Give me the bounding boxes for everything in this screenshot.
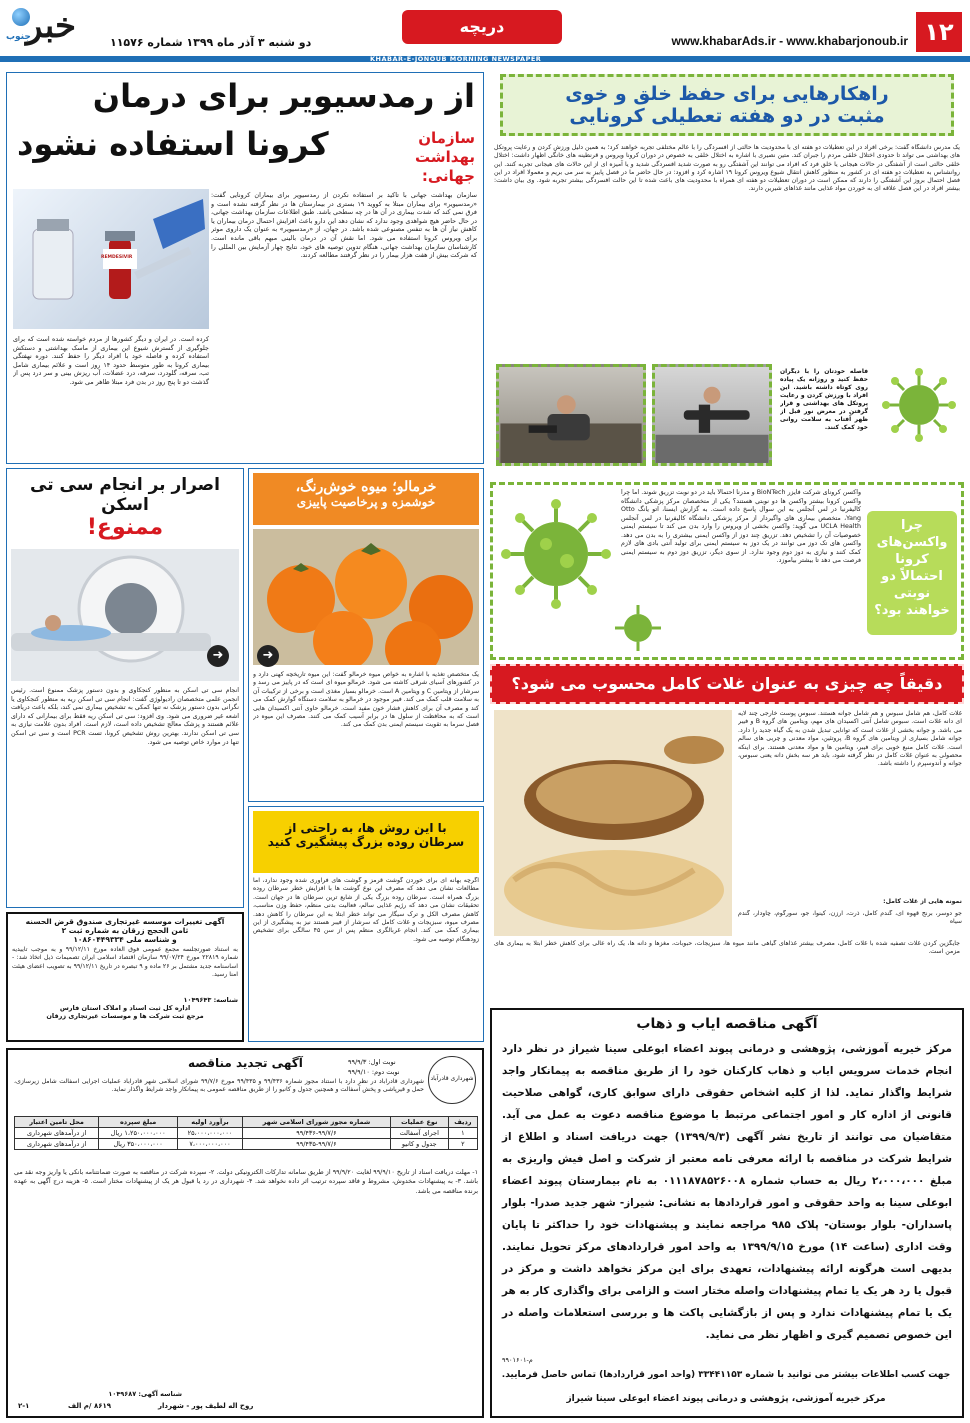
page-number: ۱۲ <box>924 18 954 46</box>
latin-name: KHABAR-E-JONOUB MORNING NEWSPAPER <box>370 55 542 63</box>
tender-title: آگهی تجدید مناقصه <box>188 1056 303 1070</box>
table-cell: ۲۵،۰۰۰،۰۰۰،۰۰۰ <box>177 1128 242 1139</box>
tender-table-header: نوع عملیات <box>390 1117 448 1128</box>
masthead <box>0 0 970 70</box>
tender-table-header: محل تامین اعتبار <box>15 1117 99 1128</box>
tender-table-header: مبلغ سپرده <box>99 1117 178 1128</box>
fund-ad-title: آگهی تغییرات موسسه غیرتجاری صندوق قرض الحسنه <box>25 917 225 926</box>
ct-body: انجام سی تی اسکن به منظور کنجکاوی و بدون دستور پزشک ممنوع است. رئیس انجمن علمی متخصصان رادیولوژی گفت: انجام سی تی اسکن ریه به منظور کنجکاوی یا نگرانی بدون دستور پزشک نه تنها کمکی به تشخیص بیماری نمی کند، بلکه باعث دریافت اشعه غیر ضروری می شود. وی افزود: سی تی اسکن ریه فقط برای بیمارانی که دارای علائم هستند و پزشک معالج تشخیص داده است، لازم است. افراد بدون علامت نیازی به سی تی اسکن ندارند. بهترین روش تشخیص کرونا، تست PCR است و سی تی اسکن تنها در موارد خاص توصیه می شود. <box>11 687 239 746</box>
service-ad-contact: جهت کسب اطلاعات بیشتر می توانید با شماره ۳۳۴۴۱۱۵۳ (واحد امور قراردادها) تماس حاصل فرمایید. <box>501 1370 951 1380</box>
section-banner <box>402 10 562 44</box>
masthead-urls[interactable]: www.khabarAds.ir - www.khabarjonoub.ir <box>671 34 908 48</box>
remdesivir-body-2: کرده است. در ایران و دیگر کشورها از مردم خواسته شده است که برای جلوگیری از گسترش شیوع این بیماری از ماسک بهداشتی و دستکش استفاده کرده و فاصله خود با افراد دیگر را حفظ کنند. دوره نهفتگی بیماری کرونا به طور متوسط حدود ۱۴ روز است و علائم بیماری شامل تب، سرفه، گلودرد، سرفه، درد عضلات، آب ریزش بینی و سر درد پس از گذشت دو تا پنج روز در بدن فرد مبتلا ظاهر می شود. <box>13 335 209 386</box>
cancer-headline-box <box>253 811 479 873</box>
grains-headline-box <box>490 664 964 704</box>
table-cell: از درآمدهای شهرداری <box>15 1128 99 1139</box>
ct-headline-1: اصرار بر انجام سی تی اسکن <box>30 475 220 515</box>
mood-headline-box <box>500 74 954 136</box>
service-ad-signature: مرکز خیریه آموزشی، پژوهشی و درمانی پیوند اعضاء ابوعلی سینا شیراز <box>566 1394 886 1404</box>
page-turn-icon[interactable]: ➜ <box>207 645 229 667</box>
table-row <box>15 1139 478 1150</box>
service-ad <box>490 1008 964 1418</box>
logo-sub: جنوب <box>6 32 31 42</box>
virus-icon <box>613 603 663 653</box>
table-cell: از درآمدهای شهرداری <box>15 1139 99 1150</box>
table-cell: ۹۹/۴۳۵-۹۹/۷/۶ <box>243 1139 391 1150</box>
mood-photo-left <box>496 364 646 466</box>
grains-list-title: نمونه هایی از غلات کامل: <box>883 898 962 905</box>
vaccine-side-title-box <box>867 511 957 635</box>
table-cell: اجرای آسفالت <box>390 1128 448 1139</box>
mood-body: یک مدرس دانشگاه گفت: برخی افراد در این تعطیلات دو هفته ای با محدودیت ها حالتی از افسردگی را با عالم مختلفی تجربه خواهند کرد؛ به همین دلیل ورزش کردن و رعایت پروتکل های بهداشتی می تواند تا حدودی اختلال خلقی مردم را جبران کند. متین نصیری با اشاره به اختلال خلقی به خصوص در دوران کرونا ویروس و قرنطینه های خانگی اظهار داشت: اختلال خلقی حالتی است از آشفتگی در حالات هیجانی یا خلق فرد که افراد می توانند این آشفتگی رو به صورت شدید افسردگی شدید و یا آمیزه ای از این حالات های هیجانی تجربه کنند. این روانشناس به تعطیلات دو هفته ای در کشور به منظور کاهش انتقال شیوع ویروس کرونا ۱۹ اشاره کرد و افزود: در حال حاضر ما در فصل پاییز به سر می بریم و معمولا افراد در این فصل احتمال بروز این آشفتگی را دارند که ممکن است در دوران تعطیلات دو هفته ای همراه با محدودیت های باعث شده تا این حالت افسردگی بیشتر تجربه شود. وی بیان داشت: بیشتر افراد در این فصل علاقه ای به خوردن مواد غذایی مانند غذاهای شیرین دارند. <box>494 144 960 193</box>
fund-ad-id: و شناسه ملی ۱۰۸۶۰۴۴۹۳۳۴ <box>73 935 177 944</box>
vaccine-article <box>490 482 964 660</box>
tender-table <box>14 1116 478 1150</box>
tender-publish-2: نوبت دوم: ۹۹/۹/۱۰ <box>348 1068 400 1076</box>
tender-publish-1: نوبت اول: ۹۹/۹/۳ <box>348 1058 396 1066</box>
ct-headline-2: ممنوع! <box>86 515 164 540</box>
remdesivir-kicker: سازمان بهداشت جهانی: <box>415 129 475 185</box>
mood-article <box>490 68 964 478</box>
service-ad-title: آگهی مناقصه ایاب و ذهاب <box>636 1016 818 1032</box>
newspaper-logo[interactable] <box>6 6 102 52</box>
grains-photo <box>494 710 732 936</box>
issue-date: دو شنبه ۳ آذر ماه ۱۳۹۹ شماره ۱۱۵۷۶ <box>110 36 312 49</box>
page-number-box <box>916 12 962 52</box>
seal-text: شهرداری قادرآباد <box>430 1075 474 1082</box>
tender-table-header: ردیف <box>448 1117 477 1128</box>
tender-ref: شناسه آگهی: ۱۰۴۹۶۸۷ <box>108 1390 182 1398</box>
mood-caption: فاصله خودتان را با دیگران حفظ کنید و روزانه یک پیاده روی کوتاه داشته باشید. این افراد با ورزش کردن و رعایت پروتکل های بهداشتی و قرار گرفتن در معرض نور قبل از ظهر آفتاب به سلامت روانی خود کمک کنند. <box>780 368 868 431</box>
table-cell: ۲ <box>448 1139 477 1150</box>
table-cell: ۷،۰۰۰،۰۰۰،۰۰۰ <box>177 1139 242 1150</box>
service-ad-body: مرکز خیریه آموزشی، پژوهشی و درمانی پیوند اعضاء ابوعلی سینا شیراز در نظر دارد انجام خدمات سرویس ایاب و ذهاب کارکنان خود را از طریق مناقصه به پیمانکار واجد شرایط واگذار نماید. لذا از کلیه اشخاص حقوقی دارای سوابق کاری، گواهی صلاحیت قانونی از اداره کار و امور اجتماعی مرتبط با موضوع مناقصه دعوت به عمل می آید. متقاضیان می توانند از تاریخ نشر آگهی (۱۳۹۹/۹/۳) جهت دریافت اسناد و اطلاع از شرایط شرکت در مناقصه با ارائه معرفی نامه معتبر از شرکت و اصل فیش واریزی به مبلغ ۲،۰۰۰،۰۰۰ ریال به حساب شماره ۰۱۱۱۸۷۸۵۲۶۰۰۸ به نام بیمارستان پیوند اعضاء ابوعلی سینا به واحد حقوقی و امور قراردادها به نشانی: شیراز- شهر جدید صدرا- بلوار پاسداران- بلوار بوستان- پلاک ۹۸۵ مراجعه نمایند و پیشنهادات خود را حداکثر تا پایان وقت اداری (ساعت ۱۴) مورخ ۱۳۹۹/۹/۱۵ به واحد امور قراردادهای مرکز تحویل نمایند. بدیهی است هرگونه ارائه پیشنهادات، تعهدی برای این مرکز نخواهد داشت و مرکز در قبول یا رد هر یک یا تمام پیشنهادات واصله مختار است و الزامی برای واگذاری کار به هر یک یا تمام پیشنهادات ندارد و پس از بازگشایی پاکت ها و بررسی استعلامات واصله در این خصوص تصمیم گیری و اظهار نظر می نماید. <box>502 1043 953 1341</box>
service-ad-code: م-۹۹۰۱۶۰۱ <box>502 1356 533 1364</box>
fund-ad-office-2: مرجع ثبت شرکت ها و موسسات غیرتجاری زرقان <box>46 1012 204 1020</box>
tender-ad <box>6 1048 484 1418</box>
grains-body: غلات کامل، هم شامل سبوس و هم شامل جوانه هستند. سبوس پوست خارجی چند لایه ای دانه غلات است. سبوس شامل آنتی اکسیدان های مهم، ویتامین های گروه B و فیبر می باشد. و جوانه بخشی از غلات است که توانایی تبدیل شدن به یک گیاه جدید را دارد. جوانه شامل بسیاری از ویتامین های گروه B، پروتئین، مواد معدنی و چربی های سالم است. غلات کامل منبع خوبی برای فیبر، ویتامین ها و مواد معدنی هستند. برای اینکه محصولی به عنوان غلات کامل در نظر گرفته شود، باید هر سه بخش دانه یعنی سبوس، جوانه و آندوسپرم را داشته باشد. <box>738 710 962 768</box>
grains-caption: جایگزین کردن غلات تصفیه شده با غلات کامل، مصرف بیشتر غذاهای گیاهی مانند میوه ها، سبزیجات، حبوبات، مغزها و دانه ها، یک راه عالی برای کاهش خطر ابتلا به بیماری های مزمن است. <box>494 940 960 956</box>
mood-headline-1: راهکارهایی برای حفظ خلق و خوی <box>565 83 889 105</box>
fund-ad <box>6 912 244 1042</box>
tender-intro: شهرداری قادرآباد در نظر دارد با استناد مجوز شماره ۹۹/۴۳۶ و ۹۹/۴۳۵ مورخ ۹۹/۷/۶ شورای اسلامی شهر قادرآباد عملیات اجرایی آسفالت شامل زیرسازی، حمل و قیرپاشی و پخش آسفالت و همچنین جدول و کانیو را از طریق مناقصه عمومی به پیمانکار واجد شرایط واگذار نماید. <box>14 1078 424 1094</box>
table-cell: ۱،۲۵۰،۰۰۰،۰۰۰ ریال <box>99 1128 178 1139</box>
remdesivir-article <box>6 72 484 464</box>
grains-headline: دقیقاً چه چیزی به عنوان غلات کامل محسوب می شود؟ <box>511 674 943 693</box>
table-cell: ۱ <box>448 1128 477 1139</box>
tender-conditions: ۱- مهلت دریافت اسناد از تاریخ ۹۹/۹/۱۰ لغایت ۹۹/۹/۲۰ از طریق سامانه تدارکات الکترونیکی دولت. ۲- سپرده شرکت در مناقصه به صورت ضمانتنامه بانکی یا واریز وجه نقد می باشد. ۳- به پیشنهادات مخدوش، مشروط و فاقد سپرده ترتیب اثر داده نخواهد شد. ۴- شهرداری در رد یا قبول هر یک از پیشنهادات مختار است. ۵- هزینه درج آگهی به عهده برنده مناقصه می باشد. <box>14 1168 478 1195</box>
remdesivir-photo <box>13 189 209 329</box>
persimmon-headline-1: خرمالو؛ میوه خوش‌رنگ، <box>295 479 437 495</box>
grains-list: جو دوسر، برنج قهوه ای، گندم کامل، ذرت، ارزن، کینوا، جو، سورگوم، چاودار، گندم سیاه <box>738 910 962 926</box>
tender-signature: روح اله لطیف پور - شهردار <box>158 1402 254 1410</box>
remdesivir-body: سازمان بهداشت جهانی با تاکید بر استفاده نکردن از رمدسیویر برای بیماران کرونایی گفت: «رمدسیویر» برای بیماران مبتلا به کووید ۱۹ بستری در بیمارستان ها در نظر گرفته نشده است و فرق نمی کند که شدت بیماری در آن ها در چه سطحی باشد. طبق اطلاعات سازمان بهداشت جهانی، در حال حاضر هیچ شواهدی وجود ندارد که نشان دهد این دارو باعث افزایش احتمال درمان بیماران یا کاهش نیاز آن ها به تنفس مصنوعی شده باشد. در جهان، از «رمدسیویر» به عنوان یک داروی موثر برای ویروس کرونا استفاده می شود. اما نقش آن در درمان بالینی مبهم باقی مانده است. کارشناسان سازمان بهداشت جهانی، هنگام تدوین توصیه های خود، نتایج چهار آزمایش بین المللی را که شرکت بیش از هفت هزار بیمار را در نظر گرفتند مطالعه کردند. <box>211 191 477 260</box>
fund-ad-office: اداره کل ثبت اسناد و املاک استان فارس <box>59 1004 191 1012</box>
section-title: دریچه <box>459 17 505 36</box>
persimmon-body: یک متخصص تغذیه با اشاره به خواص میوه خرمالو گفت: این میوه تاریخچه کهنی دارد و در کشورهای آسیای شرقی کاشته می شود. خرمالو میوه ای است که در پاییز می رسد و سرشار از ویتامین C و ویتامین A است. خرمالو بسیار مغذی است و برخی از ترکیبات آن به سلامت قلب کمک می کند. فیبر موجود در خرمالو به سلامت دستگاه گوارش کمک می کند و مصرف آن برای کاهش فشار خون مفید است. خرمالو حاوی آنتی اکسیدان هایی است که به محافظت از سلول ها در برابر آسیب کمک می کنند. مصرف این میوه در فصل سرما به تقویت سیستم ایمنی بدن کمک می کند. <box>253 671 479 729</box>
fund-ad-ref: شناسه: ۱۰۴۹۶۴۳ <box>183 996 238 1004</box>
ct-article <box>6 468 244 908</box>
mood-photo-right <box>652 364 772 466</box>
virus-icon <box>882 368 956 442</box>
cancer-article <box>248 806 484 1042</box>
tender-footer-num: ۲-۱ <box>18 1402 30 1410</box>
remdesivir-headline-1: از رمدسیویر برای درمان <box>92 77 475 115</box>
fund-ad-subtitle: ثامن الحجج زرقان به شماره ثبت ۲ <box>61 926 189 935</box>
table-row <box>15 1128 478 1139</box>
page-turn-icon[interactable]: ➜ <box>257 645 279 667</box>
persimmon-headline-2: خوشمزه و پرخاصیت پاییزی <box>296 495 436 509</box>
table-cell: ۹۹/۴۳۶-۹۹/۷/۶ <box>243 1128 391 1139</box>
tender-table-header: برآورد اولیه <box>177 1117 242 1128</box>
grains-article <box>490 664 964 1004</box>
persimmon-article <box>248 468 484 802</box>
persimmon-photo <box>253 529 479 665</box>
logo-text: خبر <box>26 6 77 46</box>
cancer-body: اگرچه بهانه ای برای خوردن گوشت قرمز و گوشت های فرآوری شده وجود ندارد، اما مطالعات نشان می دهد که مصرف این نوع گوشت ها با افزایش خطر سرطان روده بزرگ همراه است. سرطان روده بزرگ یکی از شایع ترین سرطان ها در جهان است. تحقیقات نشان می دهد که رژیم غذایی سالم، فعالیت بدنی منظم، حفظ وزن مناسب، کاهش مصرف الکل و ترک سیگار می تواند خطر ابتلا به این سرطان را کاهش دهد. مصرف میوه، سبزیجات و غلات کامل که سرشار از فیبر هستند نیز به پیشگیری از این بیماری کمک می کند. انجام غربالگری منظم پس از سن ۴۵ سالگی برای تشخیص زودهنگام توصیه می شود. <box>253 877 479 943</box>
ct-photo <box>11 549 239 681</box>
virus-icon <box>501 499 611 609</box>
cancer-headline-1: با این روش ها، به راحتی از <box>285 821 447 835</box>
vial-label: REMDESIVIR <box>101 255 133 260</box>
cancer-headline-2: سرطان روده بزرگ پیشگیری کنید <box>267 835 465 849</box>
tender-table-header: شماره مجوز شورای اسلامی شهر <box>243 1117 391 1128</box>
vaccine-side-title: چرا واکسن‌های کرونا احتمالاً دو نوبتی خواهند بود؟ <box>874 518 950 618</box>
fund-ad-body: به استناد صورتجلسه مجمع عمومی فوق العاده مورخ ۹۹/۱۲/۱۱ و به موجب تاییدیه شماره ۲۲۸۱۹ مورخ ۹۹/۰۷/۲۴ سازمان اقتصاد اسلامی ایران تصمیمات ذیل اتخاذ شد: - اساسنامه جدید مشتمل بر ۲۶ ماده و ۹ تبصره در تاریخ ۹۹/۱۲/۱۱ به تصویب اعضای هیئت امنا رسید. <box>12 946 239 979</box>
tender-code: ۸۶۱۹ /م الف <box>68 1402 112 1410</box>
persimmon-headline-box <box>253 473 479 525</box>
municipal-seal <box>428 1056 476 1104</box>
table-cell: ۳۵۰،۰۰۰،۰۰۰ ریال <box>99 1139 178 1150</box>
mood-headline-2: مثبت در دو هفته تعطیلی کرونایی <box>569 105 885 127</box>
remdesivir-headline-2: کرونا استفاده نشود <box>17 125 329 163</box>
vaccine-body: واکسن کرونای شرکت فایزر BioNTech و مدرنا احتمالاً باید در دو نوبت تزریق شوند. اما چرا واکسن کرونا بیشتر واکسن ها دو نوبتی هستند؟ یکی از متخصصان مرکز پزشکی دانشگاه کالیفرنیا در لس آنجلس به این سوال پاسخ داده است. به گزارش ایسنا، اتو یانگ Otto Yang، متخصص بیماری های واگیردار از مرکز پزشکی دانشگاه کالیفرنیا در لس آنجلس UCLA Health می گوید: واکسن بخشی از ویروس را وارد بدن می کند تا سیستم ایمنی خصوصیات آن را تشخیص دهد. تزریق چند دوز از واکسن ایمنی بیشتری را به بدن می دهد. واکسن های تک دوز می توانند در یک دوز به سیستم ایمنی برای تولید آنتی بادی های لازم کمک کنند و نیازی به دوز دوم وجود ندارد. از سوی دیگر، تزریق دوز دوم به سیستم ایمنی فرصت می دهد تا بیشتر بیاموزد. <box>621 489 861 564</box>
table-cell: جدول و کانیو <box>390 1139 448 1150</box>
